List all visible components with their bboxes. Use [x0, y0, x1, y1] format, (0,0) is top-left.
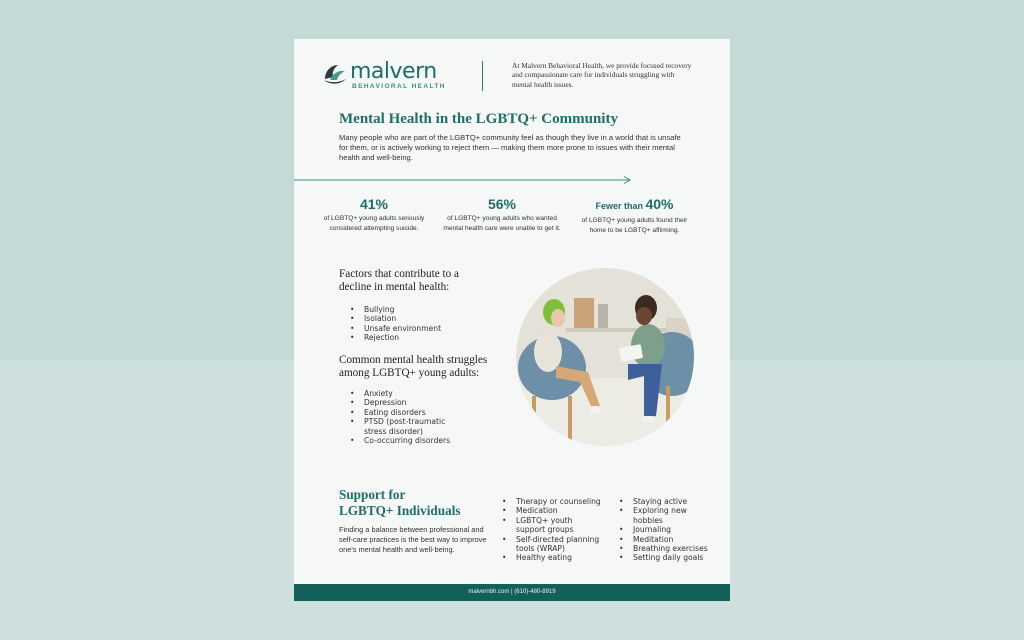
struggles-list	[350, 389, 450, 445]
flyer-page	[294, 39, 730, 601]
brand-name: malvern	[350, 59, 437, 84]
stat-description: of LGBTQ+ young adults seriously considered attempting suicide.	[323, 215, 425, 232]
header-divider	[482, 61, 483, 91]
arrow-divider-icon	[294, 175, 634, 185]
list-item-continued: hobbies	[633, 515, 663, 525]
counseling-photo	[516, 268, 694, 446]
list-item-continued: tools (WRAP)	[516, 544, 565, 554]
support-list-self-care	[619, 497, 708, 563]
factors-list	[350, 305, 441, 343]
list-item: • Anxiety	[350, 389, 450, 398]
page-title: Mental Health in the LGBTQ+ Community	[339, 111, 618, 127]
list-item: • Setting daily goals	[619, 553, 708, 562]
intro-paragraph: Many people who are part of the LGBTQ+ community feel as though they live in a world that is unsafe for them, or is actively working to reject them — making them more prone to issues with their mental health and well-being.	[339, 133, 681, 163]
list-item: • Co-occurring disorders	[350, 436, 450, 445]
factors-heading: Factors that contribute to a decline in mental health:	[339, 268, 459, 293]
stat-value: 41%	[359, 196, 389, 212]
list-item: • Staying active	[619, 497, 708, 506]
stat-description: of LGBTQ+ young adults found their home to be LGBTQ+ affirming.	[581, 217, 688, 234]
list-item-continued: support groups	[516, 525, 574, 535]
stat-care-access	[432, 196, 572, 234]
tagline: At Malvern Behavioral Health, we provide focused recovery and compassionate care for individuals struggling with mental health issues.	[512, 61, 692, 89]
stat-value: Fewer than 40%	[595, 196, 674, 212]
support-list-professional	[502, 497, 601, 563]
list-item: • LGBTQ+ youth	[502, 516, 601, 525]
footer-contact: malvernbh.com | (610)-480-8919	[294, 584, 730, 601]
list-item: • Medication	[502, 506, 601, 515]
list-item: • Depression	[350, 398, 450, 407]
list-item: • Healthy eating	[502, 553, 601, 562]
list-item: • Therapy or counseling	[502, 497, 601, 506]
list-item: • Breathing exercises	[619, 544, 708, 553]
stat-description: of LGBTQ+ young adults who wanted mental health care were unable to get it.	[443, 215, 561, 232]
struggles-heading: Common mental health struggles among LGBTQ+ young adults:	[339, 354, 488, 379]
list-item: • Bullying	[350, 305, 441, 314]
malvern-logo	[322, 59, 452, 95]
lotus-leaf-icon	[322, 61, 348, 87]
support-title: Support for LGBTQ+ Individuals	[339, 487, 461, 518]
list-item: • Meditation	[619, 535, 708, 544]
stat-home-affirming	[572, 196, 697, 236]
list-item-continued: stress disorder)	[364, 426, 423, 436]
counseling-session-icon	[516, 268, 694, 446]
list-item: • Eating disorders	[350, 408, 450, 417]
support-paragraph: Finding a balance between professional and self-care practices is the best way to improve one's mental health and well-being.	[339, 525, 487, 554]
list-item: • Journaling	[619, 525, 708, 534]
stat-value: 56%	[487, 196, 517, 212]
stat-suicide	[314, 196, 434, 234]
brand-subtitle: BEHAVIORAL HEALTH	[352, 83, 446, 90]
list-item: • Exploring new	[619, 506, 708, 515]
list-item: • PTSD (post-traumatic	[350, 417, 450, 426]
list-item: • Isolation	[350, 314, 441, 323]
list-item: • Self-directed planning	[502, 535, 601, 544]
list-item: • Rejection	[350, 333, 441, 342]
list-item: • Unsafe environment	[350, 324, 441, 333]
